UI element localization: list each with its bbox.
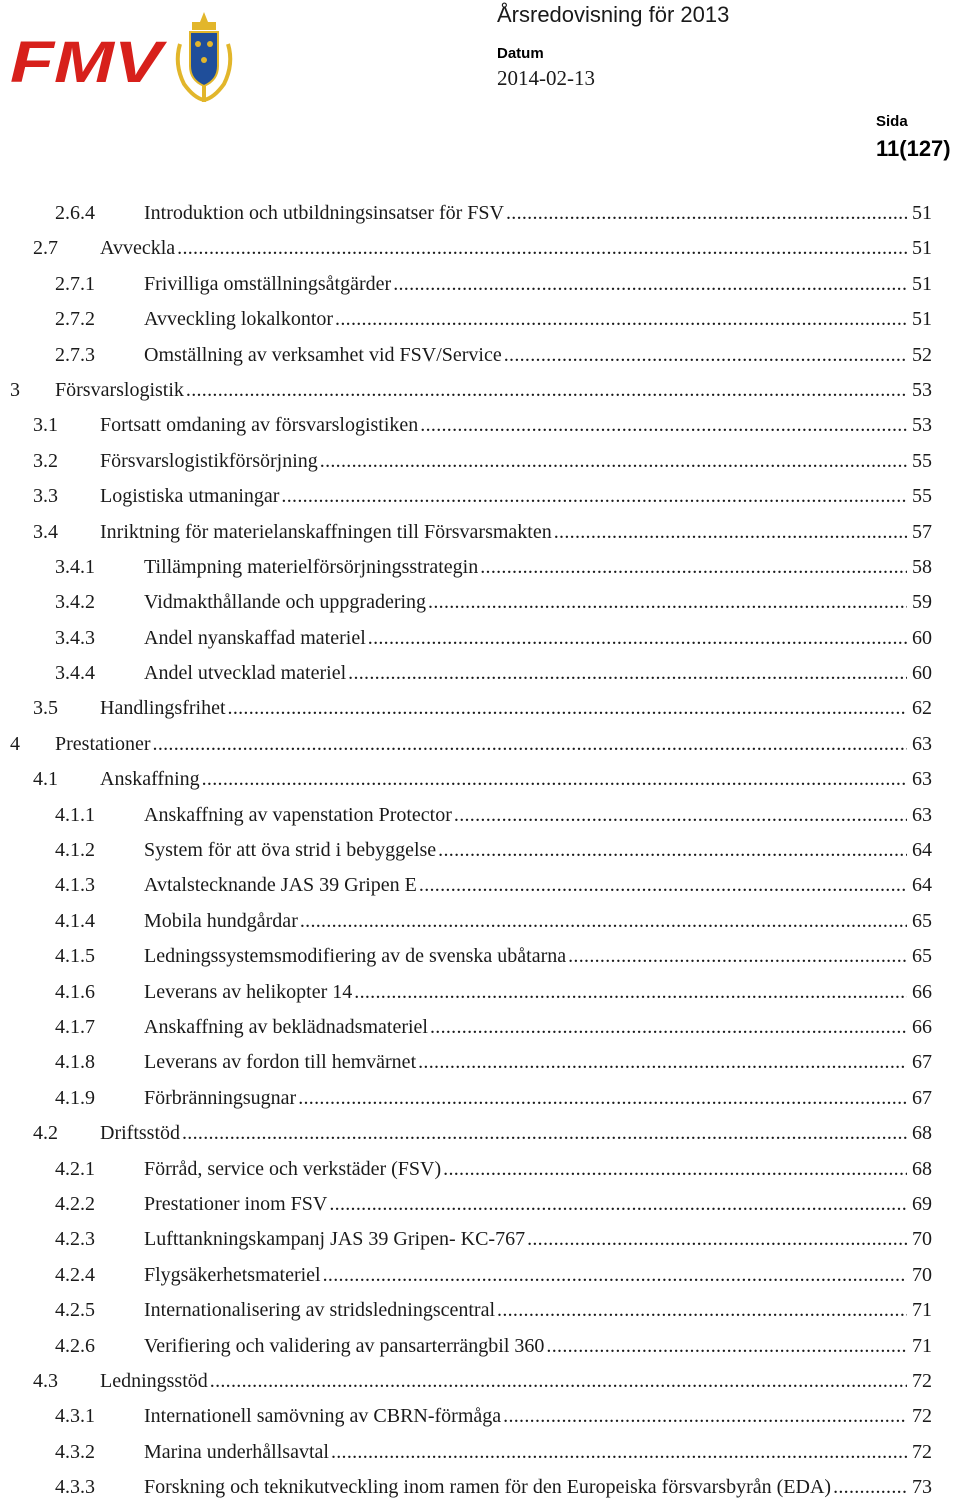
toc-entry-page[interactable]: 73	[912, 1476, 932, 1499]
toc-entry-page[interactable]: 63	[912, 732, 932, 755]
toc-entry-number: 4.3.2	[55, 1440, 95, 1463]
toc-entry-title[interactable]: Frivilliga omställningsåtgärder	[144, 272, 392, 295]
toc-entry-title[interactable]: Introduktion och utbildningsinsatser för FSV	[144, 202, 504, 224]
toc-entry-number: 4.3.3	[55, 1476, 95, 1499]
toc-entry[interactable]	[0, 1116, 960, 1151]
toc-leader-dots	[501, 1399, 907, 1434]
toc-leader-dots	[478, 550, 907, 585]
toc-entry[interactable]	[0, 444, 960, 479]
toc-entry-number: 4.3	[33, 1369, 58, 1392]
toc-leader-dots	[318, 444, 907, 479]
toc-entry-number: 4.2	[33, 1122, 58, 1145]
toc-entry-title[interactable]: Anskaffning	[100, 768, 200, 791]
toc-entry-number: 3.4.2	[55, 591, 95, 614]
toc-entry-title[interactable]: Andel utvecklad materiel	[144, 662, 347, 685]
toc-leader-dots	[495, 1293, 907, 1328]
toc-entry-page[interactable]: 70	[912, 1228, 932, 1251]
toc-entry-title[interactable]: Förbränningsugnar	[144, 1086, 297, 1109]
toc-entry-page[interactable]: 72	[912, 1369, 932, 1392]
toc-leader-dots	[418, 408, 907, 443]
toc-entry[interactable]	[0, 196, 960, 231]
toc-entry-number: 4.1.1	[55, 803, 95, 826]
toc-entry-title[interactable]: Flygsäkerhetsmateriel	[144, 1263, 321, 1286]
toc-entry-number: 4.2.1	[55, 1157, 95, 1180]
toc-entry-number: 3.4	[33, 520, 58, 543]
toc-entry-page[interactable]: 67	[912, 1051, 932, 1074]
toc-entry[interactable]	[0, 1081, 960, 1116]
toc-entry-title[interactable]: Vidmakthållande och uppgradering	[144, 591, 427, 614]
toc-leader-dots	[391, 267, 907, 302]
toc-entry-number: 4.3.1	[55, 1405, 95, 1428]
toc-entry-title[interactable]: Tillämpning materielförsörjningsstrategin	[144, 555, 479, 578]
toc-entry-page[interactable]: 70	[912, 1263, 932, 1286]
toc-entry[interactable]	[0, 621, 960, 656]
toc-leader-dots	[151, 727, 907, 762]
toc-entry[interactable]	[0, 1010, 960, 1045]
toc-entry[interactable]	[0, 1187, 960, 1222]
document-title: Årsredovisning för 2013	[497, 2, 730, 27]
toc-entry-title[interactable]: Lufttankningskampanj JAS 39 Gripen- KC-767	[144, 1228, 526, 1251]
toc-entry-title[interactable]: Anskaffning av vapenstation Protector	[144, 803, 452, 826]
toc-entry[interactable]	[0, 939, 960, 974]
toc-entry-page[interactable]: 63	[912, 803, 932, 826]
toc-entry-title[interactable]: Fortsatt omdaning av försvarslogistiken	[100, 414, 419, 437]
toc-entry-page[interactable]: 52	[912, 343, 932, 366]
toc-entry-page[interactable]: 51	[912, 308, 932, 331]
toc-entry[interactable]	[0, 585, 960, 620]
toc-entry-page[interactable]: 72	[912, 1440, 932, 1463]
toc-entry-title[interactable]: Försvarslogistikförsörjning	[100, 449, 318, 472]
toc-entry-page[interactable]: 66	[912, 1015, 932, 1038]
toc-entry-page[interactable]: 53	[912, 378, 932, 401]
date-label: Datum	[497, 45, 544, 62]
toc-entry-page[interactable]: 71	[912, 1299, 932, 1322]
toc-leader-dots	[333, 302, 907, 337]
toc-entry[interactable]	[0, 479, 960, 514]
toc-leader-dots	[346, 656, 907, 691]
toc-entry-number: 3.2	[33, 449, 58, 472]
toc-entry-page[interactable]: 53	[912, 414, 932, 437]
table-of-contents	[0, 196, 960, 1505]
toc-entry-page[interactable]: 57	[912, 520, 932, 543]
toc-entry-number: 4.1.4	[55, 909, 95, 932]
toc-entry-title[interactable]: Leverans av helikopter 14	[144, 980, 353, 1003]
crest-icon	[178, 12, 231, 102]
toc-entry-page[interactable]: 51	[912, 272, 932, 295]
toc-entry-page[interactable]: 63	[912, 768, 932, 791]
toc-entry-number: 4.1.7	[55, 1015, 95, 1038]
toc-entry-title[interactable]: Forskning och teknikutveckling inom ramen för den Europeiska försvarsbyrån (EDA)	[144, 1476, 832, 1499]
toc-entry-number: 3.5	[33, 697, 58, 720]
toc-entry[interactable]	[0, 231, 960, 266]
toc-leader-dots	[180, 1116, 907, 1151]
toc-entry[interactable]	[0, 550, 960, 585]
toc-entry-title[interactable]: Leverans av fordon till hemvärnet	[144, 1051, 417, 1074]
toc-entry-title[interactable]: Handlingsfrihet	[100, 697, 226, 720]
toc-entry-number: 4.1.2	[55, 839, 95, 862]
toc-entry[interactable]	[0, 1258, 960, 1293]
toc-entry-number: 3.4.4	[55, 662, 95, 685]
toc-leader-dots	[504, 196, 907, 231]
toc-entry-title[interactable]: Prestationer	[55, 732, 151, 755]
toc-entry-number: 4.1.8	[55, 1051, 95, 1074]
toc-entry-number: 3.3	[33, 485, 58, 508]
toc-entry[interactable]	[0, 1329, 960, 1364]
toc-leader-dots	[831, 1470, 907, 1505]
toc-entry-number: 4.1	[33, 768, 58, 791]
toc-entry[interactable]	[0, 691, 960, 726]
toc-leader-dots	[452, 798, 907, 833]
page-number: 11(127)	[876, 136, 951, 161]
toc-entry[interactable]	[0, 515, 960, 550]
toc-entry[interactable]	[0, 373, 960, 408]
toc-entry-title[interactable]: Driftsstöd	[100, 1122, 180, 1145]
toc-leader-dots	[327, 1187, 907, 1222]
toc-leader-dots	[200, 762, 907, 797]
toc-entry[interactable]	[0, 1435, 960, 1470]
toc-entry-page[interactable]: 55	[912, 485, 932, 508]
toc-entry-page[interactable]: 72	[912, 1405, 932, 1428]
toc-entry[interactable]	[0, 1045, 960, 1080]
toc-entry-page[interactable]: 65	[912, 909, 932, 932]
toc-entry-page[interactable]: 60	[912, 662, 932, 685]
toc-entry[interactable]	[0, 408, 960, 443]
toc-leader-dots	[279, 479, 907, 514]
toc-entry-page[interactable]: 68	[912, 1157, 932, 1180]
toc-entry-number: 3	[10, 378, 20, 401]
toc-entry-page[interactable]: 68	[912, 1122, 932, 1145]
toc-leader-dots	[428, 1010, 907, 1045]
toc-entry[interactable]	[0, 302, 960, 337]
toc-entry-number: 4.1.9	[55, 1086, 95, 1109]
fmv-logo	[8, 8, 248, 108]
toc-leader-dots	[208, 1364, 907, 1399]
toc-entry-number: 2.7.3	[55, 343, 95, 366]
toc-entry-title[interactable]: Anskaffning av beklädnadsmateriel	[144, 1015, 428, 1038]
toc-entry[interactable]	[0, 267, 960, 302]
fmv-logo-text: FMV	[10, 30, 168, 95]
toc-entry[interactable]	[0, 1293, 960, 1328]
toc-entry-title[interactable]: Internationell samövning av CBRN-förmåga	[144, 1405, 502, 1428]
toc-entry-title[interactable]: Ledningsstöd	[100, 1369, 208, 1392]
toc-leader-dots	[544, 1329, 907, 1364]
toc-entry[interactable]	[0, 833, 960, 868]
toc-leader-dots	[566, 939, 907, 974]
toc-entry[interactable]	[0, 1222, 960, 1257]
toc-leader-dots	[175, 231, 907, 266]
toc-entry-page[interactable]: 69	[912, 1192, 932, 1215]
toc-entry-page[interactable]: 67	[912, 1086, 932, 1109]
toc-entry-title[interactable]: Prestationer inom FSV	[144, 1192, 328, 1215]
toc-leader-dots	[502, 338, 907, 373]
toc-entry-number: 4.1.5	[55, 945, 95, 968]
toc-entry-title[interactable]: Ledningssystemsmodifiering av de svenska ubåtarna	[144, 945, 567, 968]
toc-leader-dots	[352, 975, 907, 1010]
fmv-logo-graphic	[8, 8, 248, 108]
toc-entry-title[interactable]: Försvarslogistik	[55, 378, 184, 401]
toc-entry-number: 3.4.1	[55, 555, 95, 578]
toc-entry-page[interactable]: 65	[912, 945, 932, 968]
toc-entry-title[interactable]: Avveckling lokalkontor	[144, 308, 334, 331]
toc-entry-page[interactable]: 55	[912, 449, 932, 472]
toc-entry-page[interactable]: 51	[912, 202, 932, 224]
toc-leader-dots	[321, 1258, 907, 1293]
toc-entry-title[interactable]: Verifiering och validering av pansarterrängbil 360	[144, 1334, 545, 1357]
toc-entry-title[interactable]: Internationalisering av stridsledningscentral	[144, 1299, 496, 1322]
toc-entry-title[interactable]: Andel nyanskaffad materiel	[144, 626, 366, 649]
toc-entry-title[interactable]: Marina underhållsavtal	[144, 1440, 329, 1463]
toc-entry-number: 4.1.3	[55, 874, 95, 897]
toc-entry[interactable]	[0, 338, 960, 373]
toc-entry-title[interactable]: Avveckla	[100, 237, 176, 260]
toc-entry-page[interactable]: 51	[912, 237, 932, 260]
toc-entry-number: 2.7.1	[55, 272, 95, 295]
toc-entry-number: 4.2.5	[55, 1299, 95, 1322]
toc-entry[interactable]	[0, 904, 960, 939]
toc-leader-dots	[298, 904, 907, 939]
toc-entry-number: 4.2.2	[55, 1192, 95, 1215]
date-value: 2014-02-13	[497, 66, 595, 90]
toc-entry[interactable]	[0, 868, 960, 903]
toc-leader-dots	[184, 373, 907, 408]
toc-leader-dots	[436, 833, 907, 868]
page-label: Sida	[876, 113, 908, 130]
toc-entry[interactable]	[0, 1152, 960, 1187]
toc-entry[interactable]	[0, 1399, 960, 1434]
toc-entry-page[interactable]: 58	[912, 555, 932, 578]
toc-entry[interactable]	[0, 1364, 960, 1399]
toc-entry-page[interactable]: 71	[912, 1334, 932, 1357]
toc-entry-number: 4	[10, 732, 20, 755]
toc-leader-dots	[441, 1152, 907, 1187]
toc-leader-dots	[226, 691, 907, 726]
toc-entry-number: 2.7	[33, 237, 58, 260]
toc-entry-title[interactable]: System för att öva strid i bebyggelse	[144, 839, 437, 862]
toc-entry-title[interactable]: Inriktning för materielanskaffningen till Försvarsmakten	[100, 520, 552, 543]
toc-entry-page[interactable]: 60	[912, 626, 932, 649]
toc-entry-number: 3.4.3	[55, 626, 95, 649]
toc-entry-number: 4.2.6	[55, 1334, 95, 1357]
toc-entry-page[interactable]: 64	[912, 839, 932, 862]
toc-leader-dots	[416, 1045, 907, 1080]
toc-entry-title[interactable]: Omställning av verksamhet vid FSV/Service	[144, 343, 502, 366]
toc-entry-number: 4.2.3	[55, 1228, 95, 1251]
toc-entry-title[interactable]: Mobila hundgårdar	[144, 909, 298, 932]
toc-entry-number: 4.2.4	[55, 1263, 95, 1286]
toc-entry[interactable]	[0, 975, 960, 1010]
toc-entry-title[interactable]: Avtalstecknande JAS 39 Gripen E	[144, 874, 417, 897]
toc-entry-page[interactable]: 62	[912, 697, 932, 720]
toc-entry-page[interactable]: 66	[912, 980, 932, 1003]
toc-leader-dots	[366, 621, 907, 656]
toc-entry-title[interactable]: Logistiska utmaningar	[100, 485, 280, 508]
toc-leader-dots	[426, 585, 907, 620]
toc-entry-title[interactable]: Förråd, service och verkstäder (FSV)	[144, 1157, 442, 1180]
toc-leader-dots	[417, 868, 907, 903]
toc-entry[interactable]	[0, 798, 960, 833]
toc-entry-number: 4.1.6	[55, 980, 95, 1003]
toc-leader-dots	[525, 1222, 907, 1257]
toc-leader-dots	[329, 1435, 907, 1470]
toc-leader-dots	[552, 515, 907, 550]
toc-entry[interactable]	[0, 727, 960, 762]
toc-entry-number: 3.1	[33, 414, 58, 437]
toc-entry[interactable]	[0, 1470, 960, 1505]
toc-entry-page[interactable]: 64	[912, 874, 932, 897]
toc-entry-number: 2.6.4	[55, 202, 95, 224]
toc-leader-dots	[296, 1081, 907, 1116]
toc-entry[interactable]	[0, 656, 960, 691]
toc-entry-page[interactable]: 59	[912, 591, 932, 614]
toc-entry-number: 2.7.2	[55, 308, 95, 331]
toc-entry[interactable]	[0, 762, 960, 797]
